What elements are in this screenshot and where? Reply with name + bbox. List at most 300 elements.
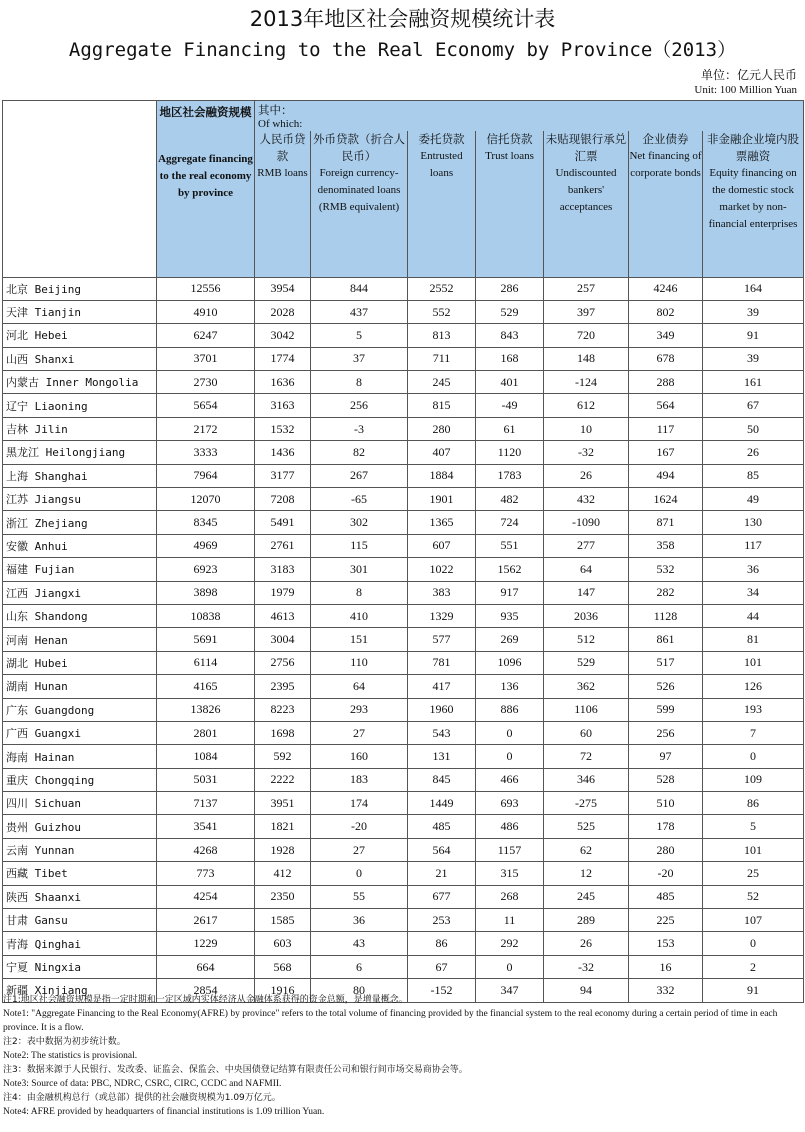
cell-equity: 39: [703, 347, 804, 370]
table-row: [3, 300, 804, 323]
cell-rmb: 1532: [255, 417, 311, 440]
footnote-line: Note2: The statistics is provisional.: [3, 1051, 138, 1061]
header-trust-en: Trust loans: [485, 150, 534, 162]
cell-rmb: 1979: [255, 581, 311, 604]
cell-bankers: 26: [544, 932, 629, 955]
cell-equity: 91: [703, 979, 804, 1002]
footnote-line: 注4：由金融机构总行（或总部）提供的社会融资规模为1.09万亿元。: [3, 1093, 281, 1103]
cell-province: 上海 Shanghai: [3, 464, 157, 487]
cell-trust: 486: [476, 815, 544, 838]
cell-bankers: -32: [544, 955, 629, 978]
cell-fx: -3: [311, 417, 408, 440]
cell-trust: 724: [476, 511, 544, 534]
table-row: [3, 511, 804, 534]
cell-rmb: 4613: [255, 604, 311, 627]
cell-equity: 101: [703, 651, 804, 674]
cell-equity: 0: [703, 932, 804, 955]
cell-entrusted: 383: [408, 581, 476, 604]
cell-trust: 0: [476, 721, 544, 744]
cell-trust: 0: [476, 955, 544, 978]
cell-total: 3898: [157, 581, 255, 604]
header-total-en: Aggregate financing to the real economy by province: [158, 153, 253, 199]
cell-total: 4165: [157, 675, 255, 698]
cell-equity: 39: [703, 300, 804, 323]
cell-province: 黑龙江 Heilongjiang: [3, 441, 157, 464]
table-row: [3, 417, 804, 440]
cell-bonds: 358: [629, 534, 703, 557]
cell-province: 河北 Hebei: [3, 324, 157, 347]
table-row: [3, 862, 804, 885]
cell-total: 10838: [157, 604, 255, 627]
cell-equity: 86: [703, 792, 804, 815]
cell-total: 2617: [157, 909, 255, 932]
footnote-line: 注1:地区社会融资规模是指一定时期和一定区域内实体经济从金融体系获得的资金总额，是增量概念。: [3, 995, 408, 1005]
cell-trust: -49: [476, 394, 544, 417]
cell-entrusted: 2552: [408, 277, 476, 300]
cell-total: 1084: [157, 745, 255, 768]
cell-rmb: 1585: [255, 909, 311, 932]
cell-bankers: 525: [544, 815, 629, 838]
cell-bonds: 256: [629, 721, 703, 744]
cell-entrusted: 131: [408, 745, 476, 768]
cell-trust: 1783: [476, 464, 544, 487]
cell-fx: 437: [311, 300, 408, 323]
header-total: [157, 101, 255, 278]
cell-rmb: 3177: [255, 464, 311, 487]
cell-province: 江苏 Jiangsu: [3, 488, 157, 511]
header-of-which-en: Of which:: [258, 118, 303, 130]
cell-rmb: 3951: [255, 792, 311, 815]
cell-trust: 61: [476, 417, 544, 440]
cell-trust: 315: [476, 862, 544, 885]
header-bankers-en: Undiscounted bankers' acceptances: [555, 167, 617, 213]
cell-fx: 27: [311, 721, 408, 744]
cell-province: 贵州 Guizhou: [3, 815, 157, 838]
cell-province: 海南 Hainan: [3, 745, 157, 768]
page-title-chinese: 2013年地区社会融资规模统计表: [249, 7, 556, 31]
cell-bankers: 10: [544, 417, 629, 440]
cell-entrusted: 711: [408, 347, 476, 370]
cell-province: 天津 Tianjin: [3, 300, 157, 323]
cell-equity: 109: [703, 768, 804, 791]
financing-table: [2, 100, 804, 1003]
cell-total: 4910: [157, 300, 255, 323]
cell-fx: 8: [311, 581, 408, 604]
cell-rmb: 1436: [255, 441, 311, 464]
cell-total: 8345: [157, 511, 255, 534]
header-trust-cn: 信托贷款: [486, 132, 533, 146]
cell-rmb: 3042: [255, 324, 311, 347]
header-of-which: [255, 101, 804, 132]
cell-trust: 11: [476, 909, 544, 932]
cell-province: 山西 Shanxi: [3, 347, 157, 370]
cell-bonds: 167: [629, 441, 703, 464]
table-row: [3, 955, 804, 978]
cell-entrusted: 543: [408, 721, 476, 744]
cell-entrusted: 1884: [408, 464, 476, 487]
cell-fx: 183: [311, 768, 408, 791]
header-equity-en: Equity financing on the domestic stock market by non-financial enterprises: [708, 167, 798, 230]
cell-rmb: 2350: [255, 885, 311, 908]
cell-rmb: 1774: [255, 347, 311, 370]
cell-bankers: -32: [544, 441, 629, 464]
header-equity-cn: 非金融企业境内股票融资: [707, 132, 800, 163]
cell-entrusted: 1329: [408, 604, 476, 627]
header-fx-cn: 外币贷款（折合人民币）: [313, 132, 405, 163]
cell-total: 1229: [157, 932, 255, 955]
cell-total: 3541: [157, 815, 255, 838]
header-entrusted-cn: 委托贷款: [418, 132, 465, 146]
cell-fx: 43: [311, 932, 408, 955]
cell-rmb: 7208: [255, 488, 311, 511]
cell-bonds: 349: [629, 324, 703, 347]
cell-bankers: -275: [544, 792, 629, 815]
cell-bankers: 397: [544, 300, 629, 323]
cell-province: 云南 Yunnan: [3, 838, 157, 861]
cell-entrusted: 845: [408, 768, 476, 791]
header-rmb-cn: 人民币贷款: [259, 132, 306, 163]
cell-total: 4254: [157, 885, 255, 908]
cell-bankers: 147: [544, 581, 629, 604]
cell-trust: 917: [476, 581, 544, 604]
footnote-line: 注2：表中数据为初步统计数。: [3, 1037, 126, 1047]
cell-entrusted: 1022: [408, 558, 476, 581]
cell-entrusted: 253: [408, 909, 476, 932]
cell-total: 4969: [157, 534, 255, 557]
cell-fx: 6: [311, 955, 408, 978]
cell-trust: 1120: [476, 441, 544, 464]
cell-bonds: 332: [629, 979, 703, 1002]
cell-trust: 168: [476, 347, 544, 370]
cell-total: 5691: [157, 628, 255, 651]
cell-equity: 193: [703, 698, 804, 721]
cell-rmb: 3163: [255, 394, 311, 417]
table-row: [3, 815, 804, 838]
cell-bonds: 97: [629, 745, 703, 768]
cell-entrusted: 552: [408, 300, 476, 323]
cell-entrusted: 67: [408, 955, 476, 978]
cell-bonds: 871: [629, 511, 703, 534]
header-fx-en: Foreign currency-denominated loans (RMB equivalent): [317, 167, 401, 213]
cell-bonds: 564: [629, 394, 703, 417]
cell-province: 河南 Henan: [3, 628, 157, 651]
cell-fx: 55: [311, 885, 408, 908]
table-row: [3, 651, 804, 674]
cell-total: 13826: [157, 698, 255, 721]
cell-bankers: 346: [544, 768, 629, 791]
cell-trust: 886: [476, 698, 544, 721]
cell-fx: 80: [311, 979, 408, 1002]
cell-entrusted: 564: [408, 838, 476, 861]
cell-bonds: -20: [629, 862, 703, 885]
cell-province: 陕西 Shaanxi: [3, 885, 157, 908]
table-row: [3, 909, 804, 932]
table-row: [3, 347, 804, 370]
footnote-line: Note4: AFRE provided by headquarters of financial institutions is 1.09 trillion Yuan.: [3, 1107, 325, 1117]
cell-entrusted: 1365: [408, 511, 476, 534]
cell-trust: 935: [476, 604, 544, 627]
cell-total: 12070: [157, 488, 255, 511]
cell-equity: 25: [703, 862, 804, 885]
cell-rmb: 3004: [255, 628, 311, 651]
cell-province: 吉林 Jilin: [3, 417, 157, 440]
header-bonds-cn: 企业债券: [642, 132, 689, 146]
cell-fx: 256: [311, 394, 408, 417]
cell-bankers: -124: [544, 371, 629, 394]
cell-equity: 164: [703, 277, 804, 300]
table-row: [3, 558, 804, 581]
cell-trust: 347: [476, 979, 544, 1002]
cell-rmb: 603: [255, 932, 311, 955]
cell-total: 3333: [157, 441, 255, 464]
cell-bonds: 4246: [629, 277, 703, 300]
cell-fx: 302: [311, 511, 408, 534]
cell-entrusted: 813: [408, 324, 476, 347]
cell-trust: 551: [476, 534, 544, 557]
cell-province: 重庆 Chongqing: [3, 768, 157, 791]
cell-total: 2172: [157, 417, 255, 440]
cell-province: 北京 Beijing: [3, 277, 157, 300]
unit-label-chinese: 单位：亿元人民币: [700, 68, 797, 82]
cell-rmb: 8223: [255, 698, 311, 721]
cell-rmb: 5491: [255, 511, 311, 534]
cell-bankers: 2036: [544, 604, 629, 627]
cell-fx: 267: [311, 464, 408, 487]
cell-trust: 286: [476, 277, 544, 300]
cell-fx: 160: [311, 745, 408, 768]
cell-rmb: 2761: [255, 534, 311, 557]
cell-province: 西藏 Tibet: [3, 862, 157, 885]
footnotes: [3, 993, 801, 1119]
cell-equity: 36: [703, 558, 804, 581]
header-bankers: [544, 131, 629, 277]
table-row: [3, 768, 804, 791]
province-header: [3, 101, 157, 278]
cell-entrusted: 815: [408, 394, 476, 417]
cell-bonds: 485: [629, 885, 703, 908]
cell-fx: 5: [311, 324, 408, 347]
table-row: [3, 534, 804, 557]
cell-fx: 0: [311, 862, 408, 885]
cell-province: 江西 Jiangxi: [3, 581, 157, 604]
cell-total: 3701: [157, 347, 255, 370]
cell-trust: 136: [476, 675, 544, 698]
cell-bankers: 62: [544, 838, 629, 861]
cell-total: 5031: [157, 768, 255, 791]
cell-entrusted: 781: [408, 651, 476, 674]
cell-trust: 269: [476, 628, 544, 651]
cell-equity: 52: [703, 885, 804, 908]
cell-equity: 91: [703, 324, 804, 347]
cell-equity: 5: [703, 815, 804, 838]
cell-fx: 844: [311, 277, 408, 300]
cell-rmb: 1928: [255, 838, 311, 861]
table-row: [3, 885, 804, 908]
cell-rmb: 592: [255, 745, 311, 768]
cell-equity: 117: [703, 534, 804, 557]
cell-bankers: 277: [544, 534, 629, 557]
cell-bonds: 288: [629, 371, 703, 394]
cell-bankers: 64: [544, 558, 629, 581]
cell-entrusted: 577: [408, 628, 476, 651]
cell-equity: 161: [703, 371, 804, 394]
cell-trust: 693: [476, 792, 544, 815]
cell-bonds: 526: [629, 675, 703, 698]
cell-bankers: 257: [544, 277, 629, 300]
table-row: [3, 932, 804, 955]
cell-total: 5654: [157, 394, 255, 417]
cell-bankers: 72: [544, 745, 629, 768]
cell-province: 安徽 Anhui: [3, 534, 157, 557]
cell-equity: 44: [703, 604, 804, 627]
cell-rmb: 568: [255, 955, 311, 978]
table-row: [3, 324, 804, 347]
cell-entrusted: -152: [408, 979, 476, 1002]
cell-bankers: 1106: [544, 698, 629, 721]
cell-fx: 110: [311, 651, 408, 674]
cell-total: 2801: [157, 721, 255, 744]
cell-entrusted: 245: [408, 371, 476, 394]
cell-bonds: 1624: [629, 488, 703, 511]
cell-province: 浙江 Zhejiang: [3, 511, 157, 534]
cell-bankers: 60: [544, 721, 629, 744]
cell-fx: 410: [311, 604, 408, 627]
cell-total: 773: [157, 862, 255, 885]
cell-fx: -65: [311, 488, 408, 511]
cell-fx: 27: [311, 838, 408, 861]
table-row: [3, 394, 804, 417]
table-row: [3, 371, 804, 394]
cell-bankers: -1090: [544, 511, 629, 534]
cell-bankers: 362: [544, 675, 629, 698]
table-row: [3, 792, 804, 815]
table-row: [3, 698, 804, 721]
header-of-which-cn: 其中：: [258, 103, 293, 117]
table-row: [3, 581, 804, 604]
cell-equity: 81: [703, 628, 804, 651]
cell-rmb: 1916: [255, 979, 311, 1002]
cell-entrusted: 607: [408, 534, 476, 557]
cell-rmb: 2395: [255, 675, 311, 698]
header-entrusted: [408, 131, 476, 277]
footnote-line: Note1: "Aggregate Financing to the Real Economy(AFRE) by province" refers to the total volume of financing provided by the financial system to the real economy during a certain period of time in each province. It is a flow.: [3, 1009, 778, 1033]
cell-province: 山东 Shandong: [3, 604, 157, 627]
cell-bankers: 512: [544, 628, 629, 651]
cell-bankers: 26: [544, 464, 629, 487]
cell-bankers: 529: [544, 651, 629, 674]
cell-trust: 1157: [476, 838, 544, 861]
table-body: [3, 277, 804, 1002]
cell-equity: 85: [703, 464, 804, 487]
header-rmb: [255, 131, 311, 277]
cell-rmb: 1636: [255, 371, 311, 394]
cell-total: 7137: [157, 792, 255, 815]
cell-trust: 401: [476, 371, 544, 394]
cell-province: 湖南 Hunan: [3, 675, 157, 698]
cell-entrusted: 21: [408, 862, 476, 885]
header-fx: [311, 131, 408, 277]
cell-entrusted: 417: [408, 675, 476, 698]
table-row: [3, 628, 804, 651]
cell-trust: 268: [476, 885, 544, 908]
table-row: [3, 464, 804, 487]
cell-fx: 301: [311, 558, 408, 581]
cell-entrusted: 280: [408, 417, 476, 440]
cell-bonds: 282: [629, 581, 703, 604]
cell-entrusted: 1901: [408, 488, 476, 511]
footnote-line: Note3: Source of data: PBC, NDRC, CSRC, CIRC, CCDC and NAFMII.: [3, 1079, 282, 1089]
cell-bankers: 432: [544, 488, 629, 511]
cell-equity: 49: [703, 488, 804, 511]
cell-province: 新疆 Xinjiang: [3, 979, 157, 1002]
cell-bonds: 16: [629, 955, 703, 978]
footnote-line: 注3：数据来源于人民银行、发改委、证监会、保监会、中央国债登记结算有限责任公司和银行间市场交易商协会等。: [3, 1065, 468, 1075]
cell-bankers: 612: [544, 394, 629, 417]
cell-equity: 107: [703, 909, 804, 932]
cell-bonds: 117: [629, 417, 703, 440]
cell-trust: 843: [476, 324, 544, 347]
cell-fx: 151: [311, 628, 408, 651]
cell-fx: 64: [311, 675, 408, 698]
cell-province: 甘肃 Gansu: [3, 909, 157, 932]
cell-bonds: 510: [629, 792, 703, 815]
cell-equity: 67: [703, 394, 804, 417]
header-bonds: [629, 131, 703, 277]
header-total-cn: 地区社会融资规模: [159, 105, 252, 119]
cell-total: 2730: [157, 371, 255, 394]
cell-equity: 50: [703, 417, 804, 440]
table-row: [3, 745, 804, 768]
cell-province: 宁夏 Ningxia: [3, 955, 157, 978]
cell-entrusted: 1449: [408, 792, 476, 815]
cell-total: 6114: [157, 651, 255, 674]
cell-bankers: 289: [544, 909, 629, 932]
cell-total: 2854: [157, 979, 255, 1002]
cell-bonds: 1128: [629, 604, 703, 627]
cell-fx: -20: [311, 815, 408, 838]
cell-trust: 529: [476, 300, 544, 323]
cell-province: 青海 Qinghai: [3, 932, 157, 955]
cell-bonds: 494: [629, 464, 703, 487]
cell-bankers: 148: [544, 347, 629, 370]
cell-bankers: 12: [544, 862, 629, 885]
header-bonds-en: Net financing of corporate bonds: [629, 150, 702, 179]
cell-bonds: 861: [629, 628, 703, 651]
cell-equity: 126: [703, 675, 804, 698]
cell-province: 福建 Fujian: [3, 558, 157, 581]
cell-fx: 82: [311, 441, 408, 464]
cell-province: 广西 Guangxi: [3, 721, 157, 744]
cell-bonds: 532: [629, 558, 703, 581]
cell-rmb: 2222: [255, 768, 311, 791]
cell-province: 内蒙古 Inner Mongolia: [3, 371, 157, 394]
header-bankers-cn: 未贴现银行承兑汇票: [545, 132, 627, 163]
cell-bonds: 178: [629, 815, 703, 838]
cell-fx: 8: [311, 371, 408, 394]
cell-equity: 7: [703, 721, 804, 744]
cell-bankers: 94: [544, 979, 629, 1002]
cell-fx: 115: [311, 534, 408, 557]
table-row: [3, 675, 804, 698]
header-equity: [703, 131, 804, 277]
table-row: [3, 604, 804, 627]
cell-rmb: 3183: [255, 558, 311, 581]
cell-total: 6247: [157, 324, 255, 347]
page-title-english: Aggregate Financing to the Real Economy by Province（2013）: [68, 39, 737, 61]
cell-equity: 0: [703, 745, 804, 768]
cell-total: 12556: [157, 277, 255, 300]
cell-equity: 26: [703, 441, 804, 464]
